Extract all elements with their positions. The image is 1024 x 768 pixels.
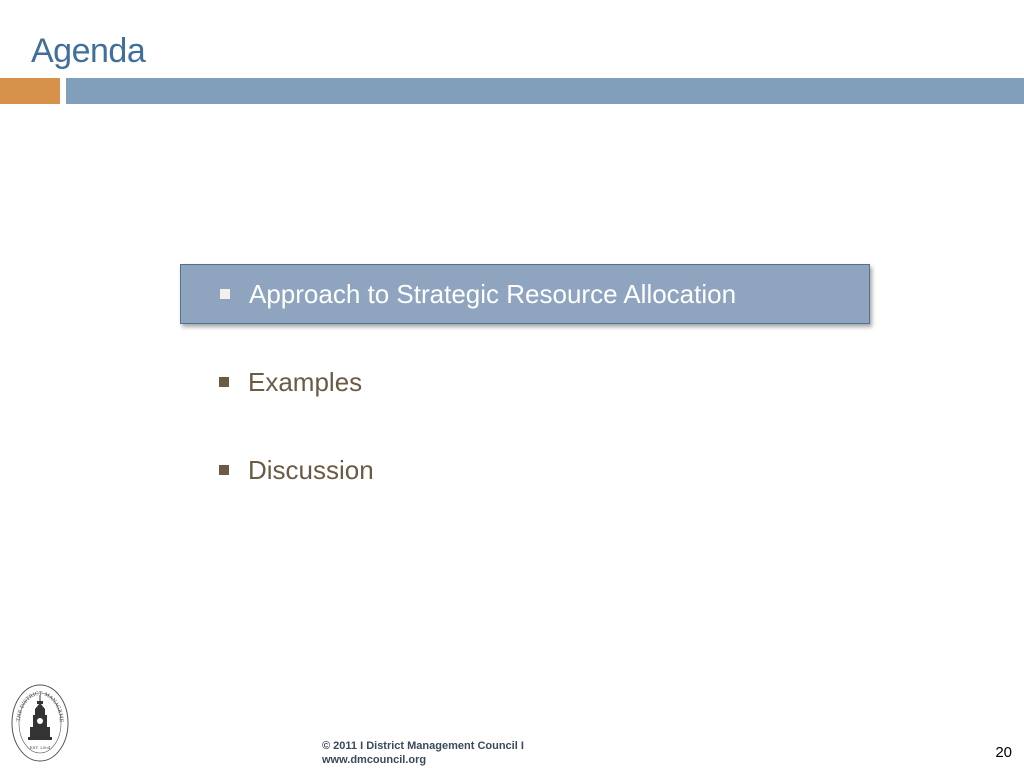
agenda-item-label: Discussion <box>248 454 374 485</box>
page-number: 20 <box>995 744 1012 761</box>
square-bullet-icon <box>219 465 229 475</box>
district-management-council-seal-logo <box>10 683 70 763</box>
footer-line-website: www.dmcouncil.org <box>322 754 427 766</box>
agenda-list <box>180 264 870 528</box>
agenda-item-approach <box>180 264 870 324</box>
square-bullet-icon <box>220 289 230 299</box>
agenda-item-label: Approach to Strategic Resource Allocation <box>249 278 737 309</box>
agenda-item-discussion <box>180 440 870 500</box>
agenda-item-label: Examples <box>248 366 363 397</box>
agenda-item-examples <box>180 352 870 412</box>
square-bullet-icon <box>219 377 229 387</box>
footer-line-copyright: © 2011 I District Management Council I <box>322 740 524 752</box>
title-accent-bar-blue <box>66 78 1024 104</box>
svg-text:THE DISTRICT MANAGEMENT COUNCI: THE DISTRICT MANAGEME <box>16 690 65 723</box>
svg-text:EST. 2004: EST. 2004 <box>29 745 51 750</box>
slide-title: Agenda <box>31 32 146 70</box>
title-accent-bar-orange <box>0 78 60 104</box>
footer-copyright <box>322 739 524 767</box>
